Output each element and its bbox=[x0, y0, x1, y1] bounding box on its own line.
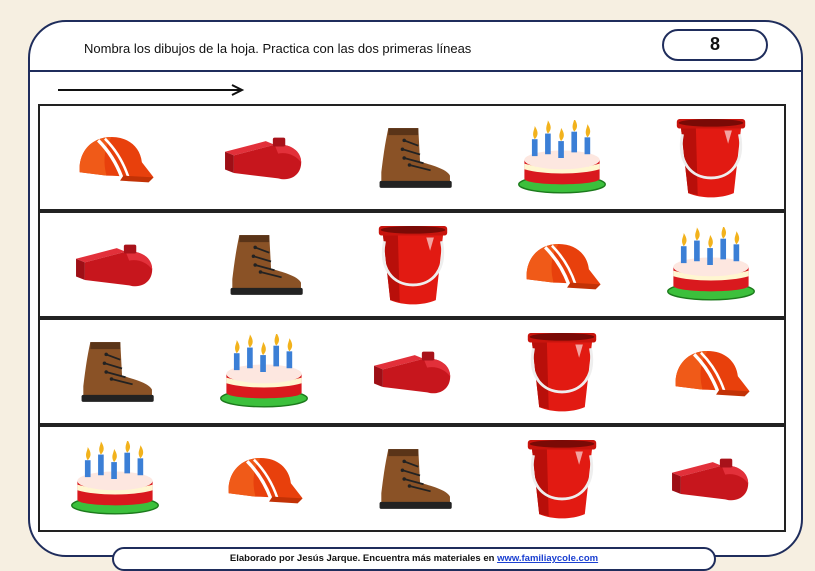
boot-icon bbox=[71, 336, 159, 408]
picture-cell bbox=[636, 213, 785, 316]
footer-credits bbox=[112, 547, 716, 571]
picture-cell bbox=[487, 427, 636, 530]
cake-icon bbox=[515, 120, 609, 196]
cap-icon bbox=[222, 449, 306, 509]
picture-row-1 bbox=[38, 104, 786, 211]
instructions-text: Nombra los dibujos de la hoja. Practica con las dos primeras líneas bbox=[84, 41, 472, 56]
header-divider bbox=[28, 70, 803, 72]
picture-cell bbox=[338, 427, 487, 530]
cake-icon bbox=[664, 227, 758, 303]
whistle-icon bbox=[218, 127, 310, 189]
picture-cell bbox=[636, 427, 785, 530]
picture-cell bbox=[40, 106, 189, 209]
reading-direction-arrow-icon bbox=[58, 84, 246, 96]
cake-icon bbox=[68, 441, 162, 517]
picture-row-3 bbox=[38, 318, 786, 425]
page-number-badge: 8 bbox=[662, 29, 768, 61]
cake-icon bbox=[217, 334, 311, 410]
cap-icon bbox=[73, 128, 157, 188]
picture-cell bbox=[636, 106, 785, 209]
bucket-icon bbox=[524, 436, 600, 522]
picture-grid bbox=[38, 104, 786, 532]
bucket-icon bbox=[524, 329, 600, 415]
boot-icon bbox=[369, 443, 457, 515]
picture-cell bbox=[189, 106, 338, 209]
footer-link[interactable]: www.familiaycole.com bbox=[497, 553, 599, 564]
picture-cell bbox=[40, 213, 189, 316]
footer-text: Elaborado por Jesús Jarque. Encuentra más materiales en bbox=[229, 553, 498, 564]
picture-cell bbox=[338, 320, 487, 423]
picture-cell bbox=[189, 213, 338, 316]
picture-cell bbox=[338, 213, 487, 316]
picture-cell bbox=[338, 106, 487, 209]
cap-icon bbox=[669, 342, 753, 402]
whistle-icon bbox=[69, 234, 161, 296]
picture-cell bbox=[40, 320, 189, 423]
cap-icon bbox=[520, 235, 604, 295]
boot-icon bbox=[369, 122, 457, 194]
bucket-icon bbox=[673, 115, 749, 201]
whistle-icon bbox=[367, 341, 459, 403]
bucket-icon bbox=[375, 222, 451, 308]
picture-cell bbox=[487, 213, 636, 316]
picture-row-2 bbox=[38, 211, 786, 318]
picture-cell bbox=[40, 427, 189, 530]
boot-icon bbox=[220, 229, 308, 301]
picture-cell bbox=[189, 320, 338, 423]
picture-cell bbox=[487, 106, 636, 209]
picture-cell bbox=[636, 320, 785, 423]
whistle-icon bbox=[665, 448, 757, 510]
picture-cell bbox=[487, 320, 636, 423]
picture-row-4 bbox=[38, 425, 786, 532]
picture-cell bbox=[189, 427, 338, 530]
